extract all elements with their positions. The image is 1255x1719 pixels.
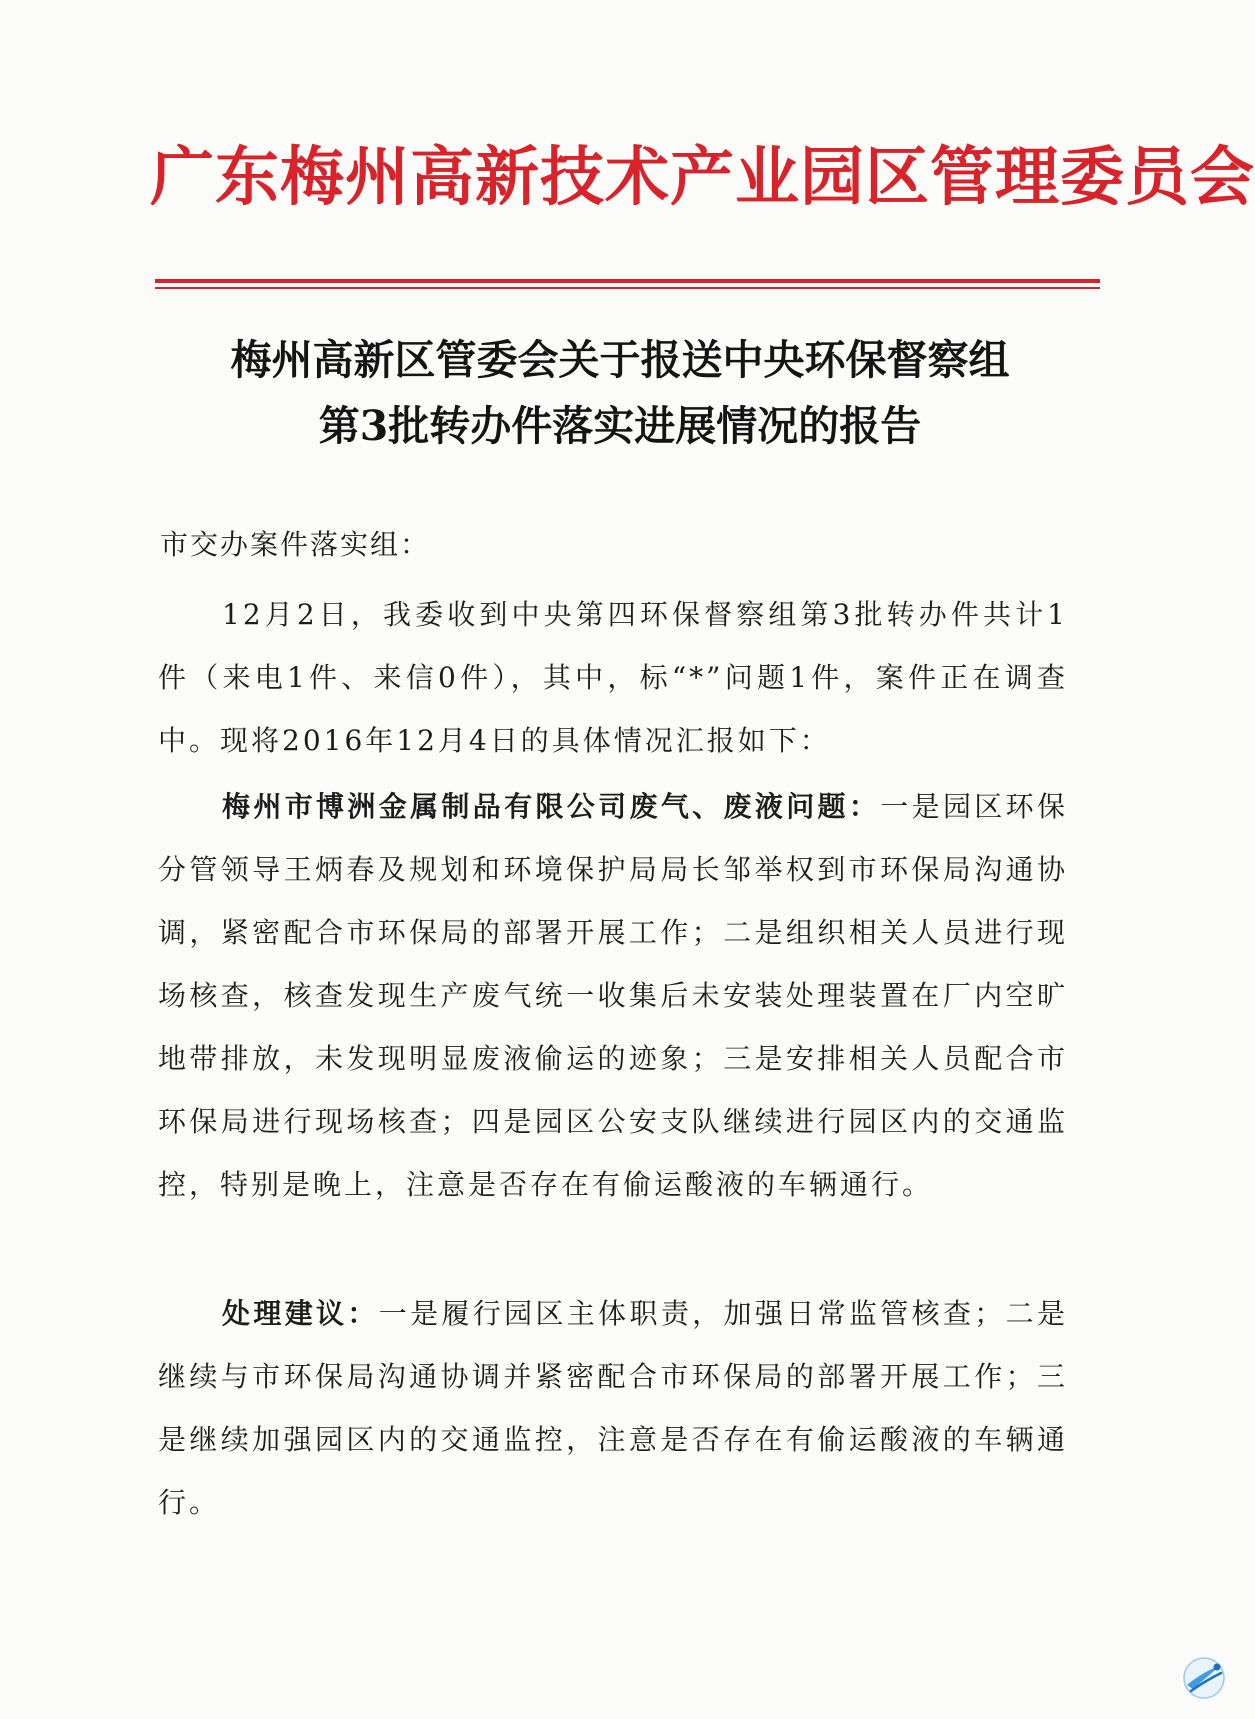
report-title-line-2: 第3批转办件落实进展情况的报告 — [318, 402, 922, 450]
red-rule-thin — [155, 287, 1100, 289]
organization-name: 广东梅州高新技术产业园区管理委员会 — [150, 140, 1255, 215]
paragraph-issue — [158, 775, 1068, 1216]
paragraph-text: 一是履行园区主体职责，加强日常监管核查；二是继续与市环保局沟通协调并紧密配合市环保局的部署开展工作；三是继续加强园区内的交通监控，注意是否存在有偷运酸液的车辆通行。 — [158, 1297, 1068, 1519]
paragraph-lead: 处理建议： — [222, 1297, 379, 1330]
salutation: 市交办案件落实组： — [160, 528, 431, 561]
paragraph-suggestion — [158, 1282, 1068, 1534]
paragraph-text: 12月2日，我委收到中央第四环保督察组第3批转办件共计1件（来电1件、来信0件），其中，标“*”问题1件，案件正在调查中。现将2016年12月4日的具体情况汇报如下： — [158, 598, 1068, 757]
paragraph-lead: 梅州市博洲金属制品有限公司废气、废液问题： — [222, 790, 881, 823]
red-rule-thick — [155, 279, 1100, 283]
issuing-organization — [150, 128, 1255, 228]
paragraph-intro — [158, 583, 1068, 772]
comet-logo-icon — [1181, 1655, 1227, 1701]
report-title-line-1: 梅州高新区管委会关于报送中央环保督察组 — [230, 336, 1010, 384]
paragraph-text: 一是园区环保分管领导王炳春及规划和环境保护局局长邹举权到市环保局沟通协调，紧密配合市环保局的部署开展工作；二是组织相关人员进行现场核查，核查发现生产废气统一收集后未安装处理装置在厂内空旷地带排放，未发现明显废液偷运的迹象；三是安排相关人员配合市环保局进行现场核查；四是园区公安支队继续进行园区内的交通监控，特别是晚上，注意是否存在有偷运酸液的车辆通行。 — [158, 790, 1068, 1201]
